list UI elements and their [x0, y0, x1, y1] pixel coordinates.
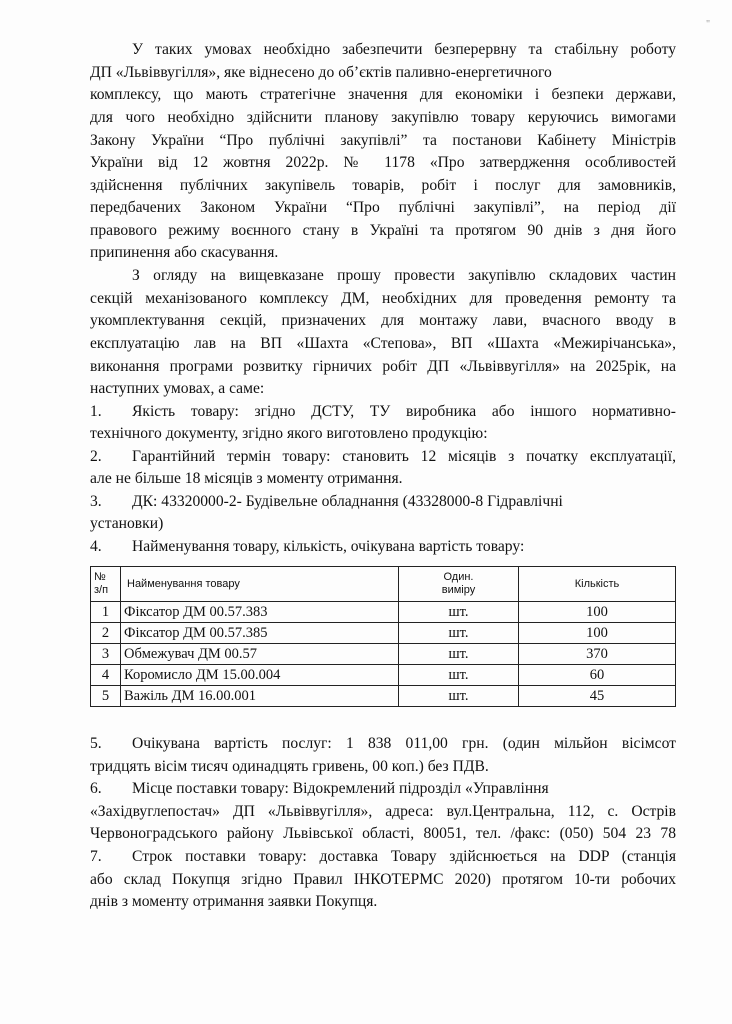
para2-line6: наступних умовах, а саме: — [90, 380, 265, 397]
para1-line7: здійснення публічних закупівель товарів, робіт і послуг для замовників, — [90, 177, 676, 194]
item5-number: 5. — [90, 735, 102, 752]
item7-line1 — [90, 846, 676, 869]
item1-text: Якість товару: згідно ДСТУ, ТУ виробника або іншого нормативно- — [132, 403, 676, 420]
item2-number: 2. — [90, 448, 102, 465]
table-row — [91, 686, 676, 707]
item2-line1 — [90, 446, 676, 469]
row-quantity: 370 — [519, 644, 676, 665]
item1-line2: технічного документу, згідно якого виготовлено продукцію: — [90, 425, 488, 442]
row-number: 4 — [91, 665, 121, 686]
item6-number: 6. — [90, 780, 102, 797]
header-name: Найменування товару — [121, 567, 399, 602]
table-row — [91, 665, 676, 686]
para1-line4: для чого необхідно здійснити планову закупівлю товару керуючись вимогами — [90, 109, 676, 126]
item4-line1 — [90, 536, 676, 559]
item6-text: Місце поставки товару: Відокремлений підрозділ «Управління — [132, 780, 549, 797]
header-number-line2: з/п — [94, 584, 109, 596]
header-number-line1: № — [94, 571, 106, 583]
row-name: Обмежувач ДМ 00.57 — [121, 644, 399, 665]
item7-line3: днів з моменту отримання заявки Покупця. — [90, 893, 378, 910]
item5-text: Очікувана вартість послуг: 1 838 011,00 грн. (один мільйон вісімсот — [132, 735, 676, 752]
para2-line5: виконання програми розвитку гірничих робіт ДП «Львіввугілля» на 2025рік, на — [90, 358, 676, 375]
item3-line2: установки) — [90, 515, 164, 532]
row-quantity: 45 — [519, 686, 676, 707]
table-row — [91, 602, 676, 623]
item1-line1 — [90, 401, 676, 424]
header-unit-line1: Один. — [443, 571, 474, 583]
item1-number: 1. — [90, 403, 102, 420]
table-row — [91, 644, 676, 665]
row-number: 1 — [91, 602, 121, 623]
row-number: 5 — [91, 686, 121, 707]
row-name: Важіль ДМ 16.00.001 — [121, 686, 399, 707]
row-unit: шт. — [399, 686, 519, 707]
item7-number: 7. — [90, 848, 102, 865]
header-number — [91, 567, 121, 602]
row-number: 2 — [91, 623, 121, 644]
para2-line2: секцій механізованого комплексу ДМ, необхідних для проведення ремонту та — [90, 290, 676, 307]
row-unit: шт. — [399, 623, 519, 644]
para1-line3: комплексу, що мають стратегічне значення для економіки і безпеки держави, — [90, 86, 676, 103]
header-unit — [399, 567, 519, 602]
item7-line2: або склад Покупця згідно Правил ІНКОТЕРМС 2020) протягом 10-ти робочих — [90, 871, 676, 888]
row-name: Фіксатор ДМ 00.57.385 — [121, 623, 399, 644]
para1-line2: ДП «Львіввугілля», яке віднесено до об’єктів паливно-енергетичного — [90, 64, 552, 81]
row-unit: шт. — [399, 602, 519, 623]
item5-line2: тридцять вісім тисяч одинадцять гривень, 00 коп.) без ПДВ. — [90, 758, 489, 775]
para1-line6: України від 12 жовтня 2022р. № 1178 «Про затвердження особливостей — [90, 154, 676, 171]
item6-line1 — [90, 778, 676, 801]
row-number: 3 — [91, 644, 121, 665]
row-unit: шт. — [399, 665, 519, 686]
para2-line1: З огляду на вищевказане прошу провести закупівлю складових частин — [132, 267, 676, 284]
para1-line5: Закону України “Про публічні закупівлі” та постанови Кабінету Міністрів — [90, 132, 676, 149]
para1-line8: передбачених Законом України “Про публічні закупівлі”, на період дії — [90, 199, 676, 216]
item2-line2: але не більше 18 місяців з моменту отримання. — [90, 470, 403, 487]
item5-line1 — [90, 733, 676, 756]
para1-line9: правового режиму воєнного стану в Україні та протягом 90 днів з дня його — [90, 222, 676, 239]
row-quantity: 60 — [519, 665, 676, 686]
header-quantity: Кількість — [519, 567, 676, 602]
item4-number: 4. — [90, 538, 102, 555]
item4-text: Найменування товару, кількість, очікувана вартість товару: — [132, 538, 525, 555]
corner-mark: " — [706, 19, 711, 30]
item7-text: Строк поставки товару: доставка Товару здійснюється на DDP (станція — [132, 848, 676, 865]
para1-line1: У таких умовах необхідно забезпечити безперервну та стабільну роботу — [132, 41, 676, 58]
table-row — [91, 623, 676, 644]
row-name: Коромисло ДМ 15.00.004 — [121, 665, 399, 686]
row-quantity: 100 — [519, 623, 676, 644]
goods-table — [90, 566, 676, 707]
table-header-row — [91, 567, 676, 602]
item3-text: ДК: 43320000-2- Будівельне обладнання (43328000-8 Гідравлічні — [132, 493, 563, 510]
row-name: Фіксатор ДМ 00.57.383 — [121, 602, 399, 623]
item6-line3: Червоноградського району Львівської області, 80051, тел. /факс: (050) 504 23 78 — [90, 825, 676, 842]
para2-line4: експлуатацію лав на ВП «Шахта «Степова», ВП «Шахта «Межирічанська», — [90, 335, 676, 352]
row-unit: шт. — [399, 644, 519, 665]
item3-line1 — [90, 491, 676, 514]
row-quantity: 100 — [519, 602, 676, 623]
item3-number: 3. — [90, 493, 102, 510]
header-unit-line2: виміру — [441, 584, 476, 596]
para2-line3: укомплектування секцій, призначених для монтажу лави, вчасного вводу в — [90, 312, 676, 329]
item2-text: Гарантійний термін товару: становить 12 місяців з початку експлуатації, — [132, 448, 676, 465]
para1-line10: припинення або скасування. — [90, 244, 279, 261]
item6-line2: «Західвуглепостач» ДП «Львіввугілля», адреса: вул.Центральна, 112, с. Острів — [90, 803, 676, 820]
